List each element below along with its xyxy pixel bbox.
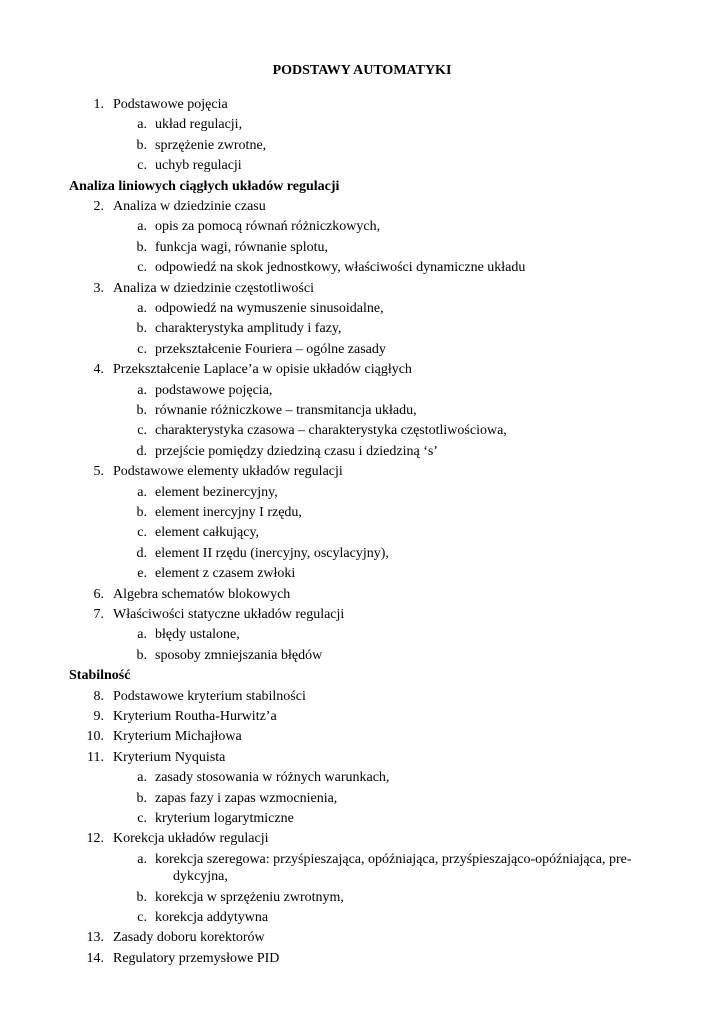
item-number: 3.	[93, 280, 104, 296]
item-number: 12.	[86, 831, 104, 847]
item-number: 6.	[93, 586, 104, 602]
subitem-letter: a.	[137, 117, 147, 133]
subitem-text-continuation: dykcyjna,	[173, 869, 228, 885]
subitem-letter: a.	[137, 627, 147, 643]
subitem-letter: a.	[137, 301, 147, 316]
subitem-letter: b.	[136, 790, 147, 806]
item-text: Kryterium Routha-Hurwitz’a	[113, 709, 277, 724]
document-title: PODSTAWY AUTOMATYKI	[272, 63, 452, 78]
item-text: Analiza w dziedzinie czasu	[113, 199, 266, 214]
section-heading: Stabilność	[69, 668, 131, 684]
item-number: 2.	[93, 199, 104, 214]
subitem-text: błędy ustalone,	[155, 627, 240, 643]
subitem-text: zapas fazy i zapas wzmocnienia,	[155, 790, 338, 806]
subitem-text: kryterium logarytmiczne	[155, 811, 294, 826]
item-text: Kryterium Michajłowa	[113, 729, 242, 745]
item-number: 1.	[93, 97, 104, 112]
subitem-text: element całkujący,	[155, 525, 260, 541]
subitem-text: sposoby zmniejszania błędów	[155, 647, 323, 663]
subitem-text: przekształcenie Fouriera – ogólne zasady	[155, 341, 386, 357]
subitem-text: charakterystyka czasowa – charakterystyka częstotliwościowa,	[155, 423, 507, 439]
item-text: Podstawowe kryterium stabilności	[113, 688, 306, 704]
item-number: 14.	[86, 950, 104, 966]
item-number: 4.	[93, 362, 104, 378]
subitem-letter: c.	[137, 158, 147, 174]
item-text: Podstawowe elementy układów regulacji	[113, 464, 343, 480]
subitem-text: układ regulacji,	[155, 117, 243, 133]
subitem-text: opis za pomocą równań różniczkowych,	[155, 219, 381, 235]
subitem-letter: a.	[137, 382, 147, 398]
subitem-letter: c.	[137, 423, 147, 439]
subitem-letter: a.	[137, 484, 147, 500]
subitem-text: odpowiedź na wymuszenie sinusoidalne,	[155, 301, 384, 316]
subitem-letter: a.	[137, 851, 147, 867]
subitem-letter: b.	[136, 137, 147, 153]
item-number: 13.	[86, 930, 104, 946]
subitem-letter: c.	[137, 811, 147, 826]
subitem-letter: c.	[137, 260, 147, 276]
subitem-letter: a.	[137, 770, 147, 786]
item-text: Algebra schematów blokowych	[113, 586, 291, 602]
item-number: 7.	[93, 607, 104, 622]
subitem-text: zasady stosowania w różnych warunkach,	[155, 770, 390, 786]
subitem-text: przejście pomiędzy dziedziną czasu i dziedziną ‘s’	[155, 443, 438, 459]
subitem-text: uchyb regulacji	[155, 158, 242, 174]
subitem-letter: a.	[137, 219, 147, 235]
subitem-text: korekcja addytywna	[155, 909, 269, 925]
subitem-text: element II rzędu (inercyjny, oscylacyjny),	[155, 545, 389, 561]
item-text: Zasady doboru korektorów	[113, 930, 265, 946]
subitem-letter: d.	[136, 443, 147, 459]
subitem-letter: c.	[137, 341, 147, 357]
item-number: 11.	[87, 749, 104, 765]
item-number: 5.	[93, 464, 104, 480]
item-number: 9.	[93, 709, 104, 724]
subitem-text: podstawowe pojęcia,	[155, 382, 273, 398]
subitem-letter: b.	[136, 239, 147, 255]
subitem-text: korekcja szeregowa: przyśpieszająca, opóźniająca, przyśpieszająco-opóźniająca, pre-	[155, 851, 632, 867]
subitem-letter: d.	[136, 545, 147, 561]
item-text: Właściwości statyczne układów regulacji	[113, 607, 345, 622]
subitem-letter: e.	[137, 566, 147, 582]
section-heading: Analiza liniowych ciągłych układów regulacji	[69, 178, 340, 194]
item-number: 8.	[93, 688, 104, 704]
item-text: Korekcja układów regulacji	[113, 831, 269, 847]
item-text: Podstawowe pojęcia	[113, 97, 228, 112]
subitem-letter: b.	[136, 403, 147, 418]
subitem-text: funkcja wagi, równanie splotu,	[155, 239, 329, 255]
subitem-text: korekcja w sprzężeniu zwrotnym,	[155, 889, 344, 905]
subitem-text: odpowiedź na skok jednostkowy, właściwości dynamiczne układu	[155, 260, 526, 276]
subitem-text: równanie różniczkowe – transmitancja układu,	[155, 403, 417, 418]
subitem-letter: c.	[137, 909, 147, 925]
item-text: Regulatory przemysłowe PID	[113, 950, 280, 966]
subitem-text: element inercyjny I rzędu,	[155, 505, 302, 520]
subitem-text: element z czasem zwłoki	[155, 566, 296, 582]
subitem-text: sprzężenie zwrotne,	[155, 137, 267, 153]
subitem-letter: b.	[136, 889, 147, 905]
item-text: Przekształcenie Laplace’a w opisie układów ciągłych	[113, 362, 412, 378]
subitem-letter: c.	[137, 525, 147, 541]
subitem-text: charakterystyka amplitudy i fazy,	[155, 321, 342, 337]
subitem-letter: b.	[136, 505, 147, 520]
subitem-text: element bezinercyjny,	[155, 484, 278, 500]
item-number: 10.	[86, 729, 104, 745]
item-text: Analiza w dziedzinie częstotliwości	[113, 280, 314, 296]
subitem-letter: b.	[136, 321, 147, 337]
item-text: Kryterium Nyquista	[113, 749, 226, 765]
subitem-letter: b.	[136, 647, 147, 663]
